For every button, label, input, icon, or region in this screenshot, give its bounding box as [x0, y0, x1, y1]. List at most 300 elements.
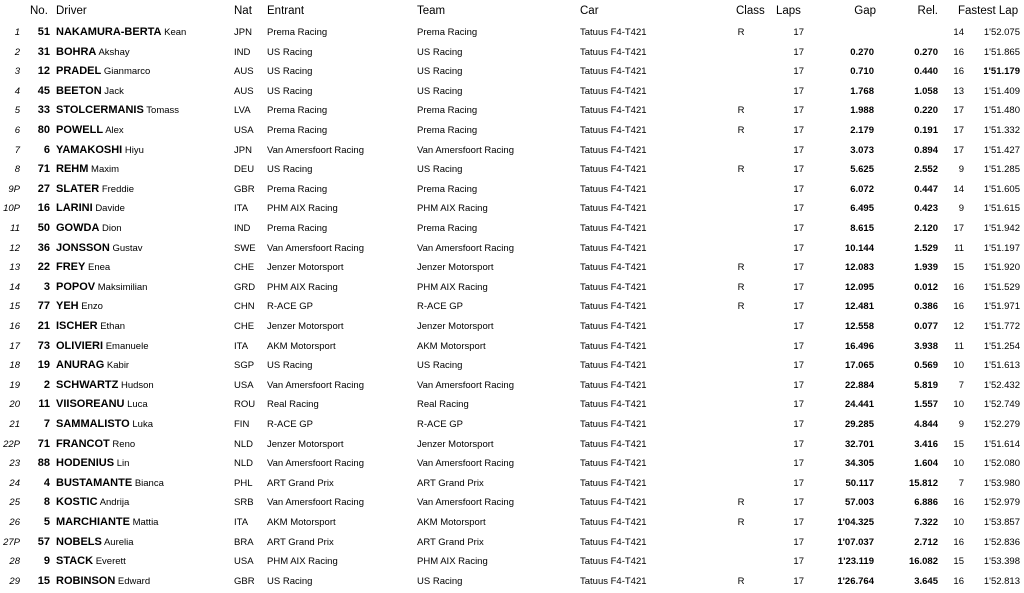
fastest-lap-time: 1'51.615	[983, 203, 1020, 215]
class: R	[737, 125, 745, 136]
relative-gap: 2.120	[914, 223, 938, 234]
driver-name	[56, 376, 226, 396]
fastest-lap-number: 12	[953, 321, 964, 332]
car: Tatuus F4-T421	[580, 203, 647, 215]
position: 20	[9, 399, 20, 411]
table-row	[0, 82, 1024, 102]
driver-last-name: HODENIUS	[56, 457, 115, 470]
fastest-lap-time: 1'51.179	[983, 66, 1020, 78]
header-nat: Nat	[234, 5, 252, 17]
car-number: 71	[37, 437, 50, 450]
nationality: GBR	[234, 183, 255, 195]
nationality: FIN	[234, 419, 250, 430]
driver-last-name: LARINI	[56, 202, 93, 215]
driver-last-name: YEH	[56, 300, 79, 313]
entrant: Prema Racing	[267, 27, 328, 38]
class: R	[737, 164, 745, 176]
position: 28	[9, 556, 20, 568]
gap: 34.305	[844, 458, 874, 470]
entrant: Real Racing	[267, 399, 319, 411]
fastest-lap-time: 1'53.857	[983, 517, 1020, 528]
laps: 17	[793, 477, 804, 489]
fastest-lap-number: 14	[953, 27, 964, 38]
table-row	[0, 493, 1024, 513]
car: Tatuus F4-T421	[580, 536, 647, 548]
class: R	[737, 517, 745, 528]
car-number: 15	[37, 574, 50, 587]
driver-first-name: Reno	[112, 438, 136, 450]
fastest-lap-number: 16	[953, 536, 964, 548]
fastest-lap-number: 9	[958, 164, 964, 176]
team: US Racing	[417, 360, 463, 372]
car-number: 8	[43, 496, 50, 509]
position: 25	[9, 497, 20, 509]
team: R-ACE GP	[417, 419, 463, 430]
position: 2	[14, 46, 20, 58]
team: Van Amersfoort Racing	[417, 144, 514, 156]
laps: 17	[793, 340, 804, 352]
position: 6	[14, 125, 20, 136]
car: Tatuus F4-T421	[580, 517, 647, 528]
car: Tatuus F4-T421	[580, 379, 647, 391]
entrant: PHM AIX Racing	[267, 556, 338, 568]
gap: 0.710	[850, 66, 874, 78]
relative-gap: 5.819	[914, 379, 938, 391]
fastest-lap-number: 7	[958, 379, 964, 391]
nationality: ITA	[234, 340, 249, 352]
car-number: 80	[37, 124, 50, 136]
gap: 17.065	[844, 360, 874, 372]
driver-last-name: SLATER	[56, 182, 100, 195]
laps: 17	[793, 105, 804, 117]
car: Tatuus F4-T421	[580, 223, 647, 234]
driver-first-name: Andrija	[99, 497, 130, 509]
table-row	[0, 23, 1024, 43]
car-number: 21	[37, 320, 50, 332]
entrant: Van Amersfoort Racing	[267, 458, 364, 470]
relative-gap: 16.082	[908, 556, 938, 568]
driver-first-name: Maksimilian	[97, 281, 148, 293]
fastest-lap-time: 1'51.942	[983, 223, 1020, 234]
position: 27P	[3, 536, 20, 548]
fastest-lap-time: 1'51.605	[983, 183, 1020, 195]
table-row	[0, 533, 1024, 553]
position: 26	[9, 517, 20, 528]
driver-name	[56, 513, 226, 533]
laps: 17	[793, 223, 804, 234]
entrant: R-ACE GP	[267, 419, 313, 430]
fastest-lap-time: 1'51.772	[983, 321, 1020, 332]
gap: 1'04.325	[837, 517, 874, 528]
relative-gap: 2.712	[914, 536, 938, 548]
car-number: 4	[43, 476, 50, 489]
position: 7	[14, 144, 20, 156]
relative-gap: 0.077	[914, 321, 938, 332]
entrant: Van Amersfoort Racing	[267, 144, 364, 156]
driver-last-name: BEETON	[56, 84, 102, 97]
nationality: SRB	[234, 497, 254, 509]
relative-gap: 4.844	[914, 419, 938, 430]
car-number: 73	[37, 339, 50, 352]
car-number: 31	[37, 45, 50, 58]
position: 21	[9, 419, 20, 430]
header-driver: Driver	[56, 5, 87, 17]
driver-name	[56, 62, 226, 82]
team: Real Racing	[417, 399, 469, 411]
nationality: BRA	[234, 536, 254, 548]
car: Tatuus F4-T421	[580, 556, 647, 568]
entrant: R-ACE GP	[267, 301, 313, 313]
entrant: PHM AIX Racing	[267, 281, 338, 293]
driver-name	[56, 43, 226, 63]
fastest-lap-time: 1'51.332	[983, 125, 1020, 136]
entrant: US Racing	[267, 85, 313, 97]
driver-name	[56, 239, 226, 259]
header-car: Car	[580, 5, 599, 17]
entrant: Jenzer Motorsport	[267, 321, 344, 332]
header-laps: Laps	[776, 5, 801, 17]
position: 4	[14, 85, 20, 97]
gap: 12.095	[844, 281, 874, 293]
car-number: 12	[37, 65, 50, 78]
table-row	[0, 317, 1024, 337]
table-row	[0, 474, 1024, 494]
class: R	[737, 27, 745, 38]
car-number: 2	[43, 378, 50, 391]
driver-first-name: Gianmarco	[103, 66, 151, 78]
driver-name	[56, 297, 226, 317]
fastest-lap-number: 16	[953, 301, 964, 313]
driver-name	[56, 258, 226, 278]
fastest-lap-number: 15	[953, 262, 964, 274]
team: US Racing	[417, 164, 463, 176]
table-row	[0, 337, 1024, 357]
position: 17	[9, 340, 20, 352]
relative-gap: 0.894	[914, 144, 938, 156]
car-number: 16	[37, 202, 50, 215]
relative-gap: 1.058	[914, 85, 938, 97]
fastest-lap-number: 16	[953, 66, 964, 78]
nationality: PHL	[234, 477, 253, 489]
fastest-lap-time: 1'53.398	[983, 556, 1020, 568]
table-row	[0, 552, 1024, 572]
fastest-lap-number: 16	[953, 46, 964, 58]
car: Tatuus F4-T421	[580, 438, 647, 450]
gap: 12.481	[844, 301, 874, 313]
relative-gap: 0.569	[914, 360, 938, 372]
table-row	[0, 121, 1024, 141]
team: US Racing	[417, 575, 463, 587]
car-number: 7	[43, 418, 50, 430]
class: R	[737, 497, 745, 509]
table-row	[0, 395, 1024, 415]
gap: 6.072	[850, 183, 874, 195]
entrant: ART Grand Prix	[267, 536, 334, 548]
car: Tatuus F4-T421	[580, 164, 647, 176]
team: Prema Racing	[417, 223, 478, 234]
driver-first-name: Hiyu	[124, 144, 144, 156]
car-number: 77	[37, 300, 50, 313]
entrant: Prema Racing	[267, 125, 328, 136]
entrant: ART Grand Prix	[267, 477, 334, 489]
fastest-lap-time: 1'52.836	[983, 536, 1020, 548]
header-fastest-lap: Fastest Lap	[958, 5, 1019, 17]
car: Tatuus F4-T421	[580, 66, 647, 78]
car-number: 45	[37, 84, 50, 97]
car: Tatuus F4-T421	[580, 301, 647, 313]
fastest-lap-time: 1'51.920	[983, 262, 1020, 274]
driver-name	[56, 356, 226, 376]
header-entrant: Entrant	[267, 5, 305, 17]
table-row	[0, 278, 1024, 298]
driver-name	[56, 121, 226, 141]
fastest-lap-time: 1'51.865	[983, 46, 1020, 58]
car-number: 6	[43, 143, 50, 156]
car: Tatuus F4-T421	[580, 144, 647, 156]
relative-gap: 2.552	[914, 164, 938, 176]
fastest-lap-time: 1'51.971	[983, 301, 1020, 313]
driver-name	[56, 199, 226, 219]
position: 12	[9, 242, 20, 254]
car-number: 33	[37, 104, 50, 117]
entrant: US Racing	[267, 164, 313, 176]
laps: 17	[793, 517, 804, 528]
driver-last-name: ROBINSON	[56, 574, 116, 587]
driver-last-name: POWELL	[56, 124, 104, 136]
nationality: LVA	[234, 105, 251, 117]
table-row	[0, 454, 1024, 474]
relative-gap: 0.440	[914, 66, 938, 78]
car-number: 57	[37, 535, 50, 548]
nationality: ROU	[234, 399, 256, 411]
fastest-lap-number: 13	[953, 85, 964, 97]
car: Tatuus F4-T421	[580, 281, 647, 293]
gap: 12.083	[844, 262, 874, 274]
nationality: NLD	[234, 458, 254, 470]
table-row	[0, 101, 1024, 121]
driver-first-name: Kabir	[106, 360, 130, 372]
fastest-lap-number: 16	[953, 497, 964, 509]
driver-last-name: KOSTIC	[56, 496, 98, 509]
team: Jenzer Motorsport	[417, 262, 494, 274]
fastest-lap-time: 1'51.529	[983, 281, 1020, 293]
laps: 17	[793, 536, 804, 548]
car-number: 51	[37, 26, 50, 38]
nationality: ITA	[234, 517, 249, 528]
table-row	[0, 376, 1024, 396]
nationality: SGP	[234, 360, 255, 372]
team: Van Amersfoort Racing	[417, 379, 514, 391]
entrant: US Racing	[267, 46, 313, 58]
laps: 17	[793, 399, 804, 411]
nationality: IND	[234, 223, 251, 234]
laps: 17	[793, 556, 804, 568]
driver-first-name: Tomass	[146, 105, 180, 117]
position: 23	[9, 458, 20, 470]
team: PHM AIX Racing	[417, 203, 488, 215]
laps: 17	[793, 301, 804, 313]
driver-name	[56, 337, 226, 357]
fastest-lap-time: 1'51.427	[983, 144, 1020, 156]
position: 13	[9, 262, 20, 274]
laps: 17	[793, 321, 804, 332]
team: PHM AIX Racing	[417, 556, 488, 568]
car: Tatuus F4-T421	[580, 27, 647, 38]
driver-last-name: ANURAG	[56, 359, 105, 372]
car-number: 50	[37, 222, 50, 234]
entrant: Prema Racing	[267, 223, 328, 234]
driver-last-name: STACK	[56, 555, 94, 568]
table-row	[0, 258, 1024, 278]
fastest-lap-time: 1'52.979	[983, 497, 1020, 509]
nationality: GBR	[234, 575, 255, 587]
gap: 50.117	[845, 477, 874, 489]
laps: 17	[793, 575, 804, 587]
team: US Racing	[417, 85, 463, 97]
gap: 22.884	[844, 379, 874, 391]
table-row	[0, 62, 1024, 82]
team: Prema Racing	[417, 125, 478, 136]
car: Tatuus F4-T421	[580, 46, 647, 58]
laps: 17	[793, 458, 804, 470]
relative-gap: 0.423	[914, 203, 938, 215]
relative-gap: 0.447	[914, 183, 938, 195]
car-number: 27	[37, 182, 50, 195]
fastest-lap-number: 16	[953, 575, 964, 587]
position: 24	[9, 477, 20, 489]
header-gap: Gap	[854, 5, 876, 17]
nationality: IND	[234, 46, 251, 58]
position: 1	[14, 27, 20, 38]
gap: 2.179	[850, 125, 874, 136]
car-number: 19	[37, 359, 50, 372]
position: 16	[9, 321, 20, 332]
laps: 17	[793, 281, 804, 293]
driver-name	[56, 160, 226, 180]
gap: 32.701	[844, 438, 874, 450]
car: Tatuus F4-T421	[580, 360, 647, 372]
gap: 8.615	[850, 223, 874, 234]
driver-first-name: Luka	[132, 419, 153, 430]
driver-last-name: FRANCOT	[56, 437, 110, 450]
gap: 3.073	[850, 144, 874, 156]
driver-first-name: Jack	[104, 85, 124, 97]
driver-first-name: Hudson	[120, 379, 154, 391]
driver-last-name: MARCHIANTE	[56, 516, 130, 528]
fastest-lap-time: 1'52.279	[983, 419, 1020, 430]
gap: 1'23.119	[837, 556, 874, 568]
driver-first-name: Enzo	[81, 301, 103, 313]
gap: 10.144	[844, 242, 874, 254]
relative-gap: 0.012	[914, 281, 938, 293]
car: Tatuus F4-T421	[580, 105, 647, 117]
team: Jenzer Motorsport	[417, 321, 494, 332]
entrant: Jenzer Motorsport	[267, 438, 344, 450]
position: 29	[9, 575, 20, 587]
driver-last-name: GOWDA	[56, 222, 100, 234]
car-number: 36	[37, 241, 50, 254]
car: Tatuus F4-T421	[580, 340, 647, 352]
driver-first-name: Lin	[116, 458, 130, 470]
fastest-lap-number: 17	[953, 144, 964, 156]
team: Van Amersfoort Racing	[417, 242, 514, 254]
driver-first-name: Dion	[102, 223, 122, 234]
car: Tatuus F4-T421	[580, 399, 647, 411]
car: Tatuus F4-T421	[580, 419, 647, 430]
gap: 29.285	[844, 419, 874, 430]
gap: 6.495	[850, 203, 874, 215]
position: 15	[9, 301, 20, 313]
fastest-lap-time: 1'53.980	[983, 477, 1020, 489]
team: US Racing	[417, 66, 463, 78]
driver-first-name: Mattia	[132, 517, 159, 528]
driver-last-name: SCHWARTZ	[56, 378, 119, 391]
driver-first-name: Bianca	[134, 477, 164, 489]
class: R	[737, 281, 745, 293]
driver-last-name: SAMMALISTO	[56, 418, 130, 430]
fastest-lap-number: 10	[953, 360, 964, 372]
car-number: 11	[38, 398, 50, 411]
fastest-lap-number: 17	[953, 125, 964, 136]
driver-name	[56, 533, 226, 553]
entrant: US Racing	[267, 575, 313, 587]
class: R	[737, 105, 745, 117]
driver-last-name: YAMAKOSHI	[56, 143, 123, 156]
driver-last-name: NAKAMURA-BERTA	[56, 26, 162, 38]
laps: 17	[793, 85, 804, 97]
gap: 1.988	[850, 105, 874, 117]
position: 5	[14, 105, 20, 117]
relative-gap: 3.645	[914, 575, 938, 587]
fastest-lap-number: 14	[953, 183, 964, 195]
driver-name	[56, 415, 226, 435]
driver-first-name: Davide	[95, 203, 125, 215]
fastest-lap-number: 15	[953, 438, 964, 450]
nationality: USA	[234, 125, 254, 136]
laps: 17	[793, 262, 804, 274]
laps: 17	[793, 438, 804, 450]
entrant: AKM Motorsport	[267, 340, 336, 352]
table-row	[0, 435, 1024, 455]
driver-last-name: BUSTAMANTE	[56, 476, 133, 489]
nationality: AUS	[234, 66, 254, 78]
team: ART Grand Prix	[417, 477, 484, 489]
position: 11	[10, 223, 20, 234]
team: Van Amersfoort Racing	[417, 497, 514, 509]
fastest-lap-time: 1'51.254	[983, 340, 1020, 352]
laps: 17	[793, 360, 804, 372]
fastest-lap-number: 7	[958, 477, 964, 489]
fastest-lap-number: 11	[954, 340, 964, 352]
car: Tatuus F4-T421	[580, 497, 647, 509]
table-row	[0, 572, 1024, 592]
entrant: Prema Racing	[267, 105, 328, 117]
entrant: PHM AIX Racing	[267, 203, 338, 215]
driver-last-name: JONSSON	[56, 241, 110, 254]
header-rel: Rel.	[917, 5, 938, 17]
table-row	[0, 356, 1024, 376]
entrant: Jenzer Motorsport	[267, 262, 344, 274]
relative-gap: 1.529	[914, 242, 938, 254]
table-row	[0, 239, 1024, 259]
driver-name	[56, 435, 226, 455]
car: Tatuus F4-T421	[580, 458, 647, 470]
laps: 17	[793, 144, 804, 156]
entrant: Van Amersfoort Racing	[267, 379, 364, 391]
table-row	[0, 219, 1024, 239]
fastest-lap-time: 1'51.197	[983, 242, 1020, 254]
entrant: Prema Racing	[267, 183, 328, 195]
